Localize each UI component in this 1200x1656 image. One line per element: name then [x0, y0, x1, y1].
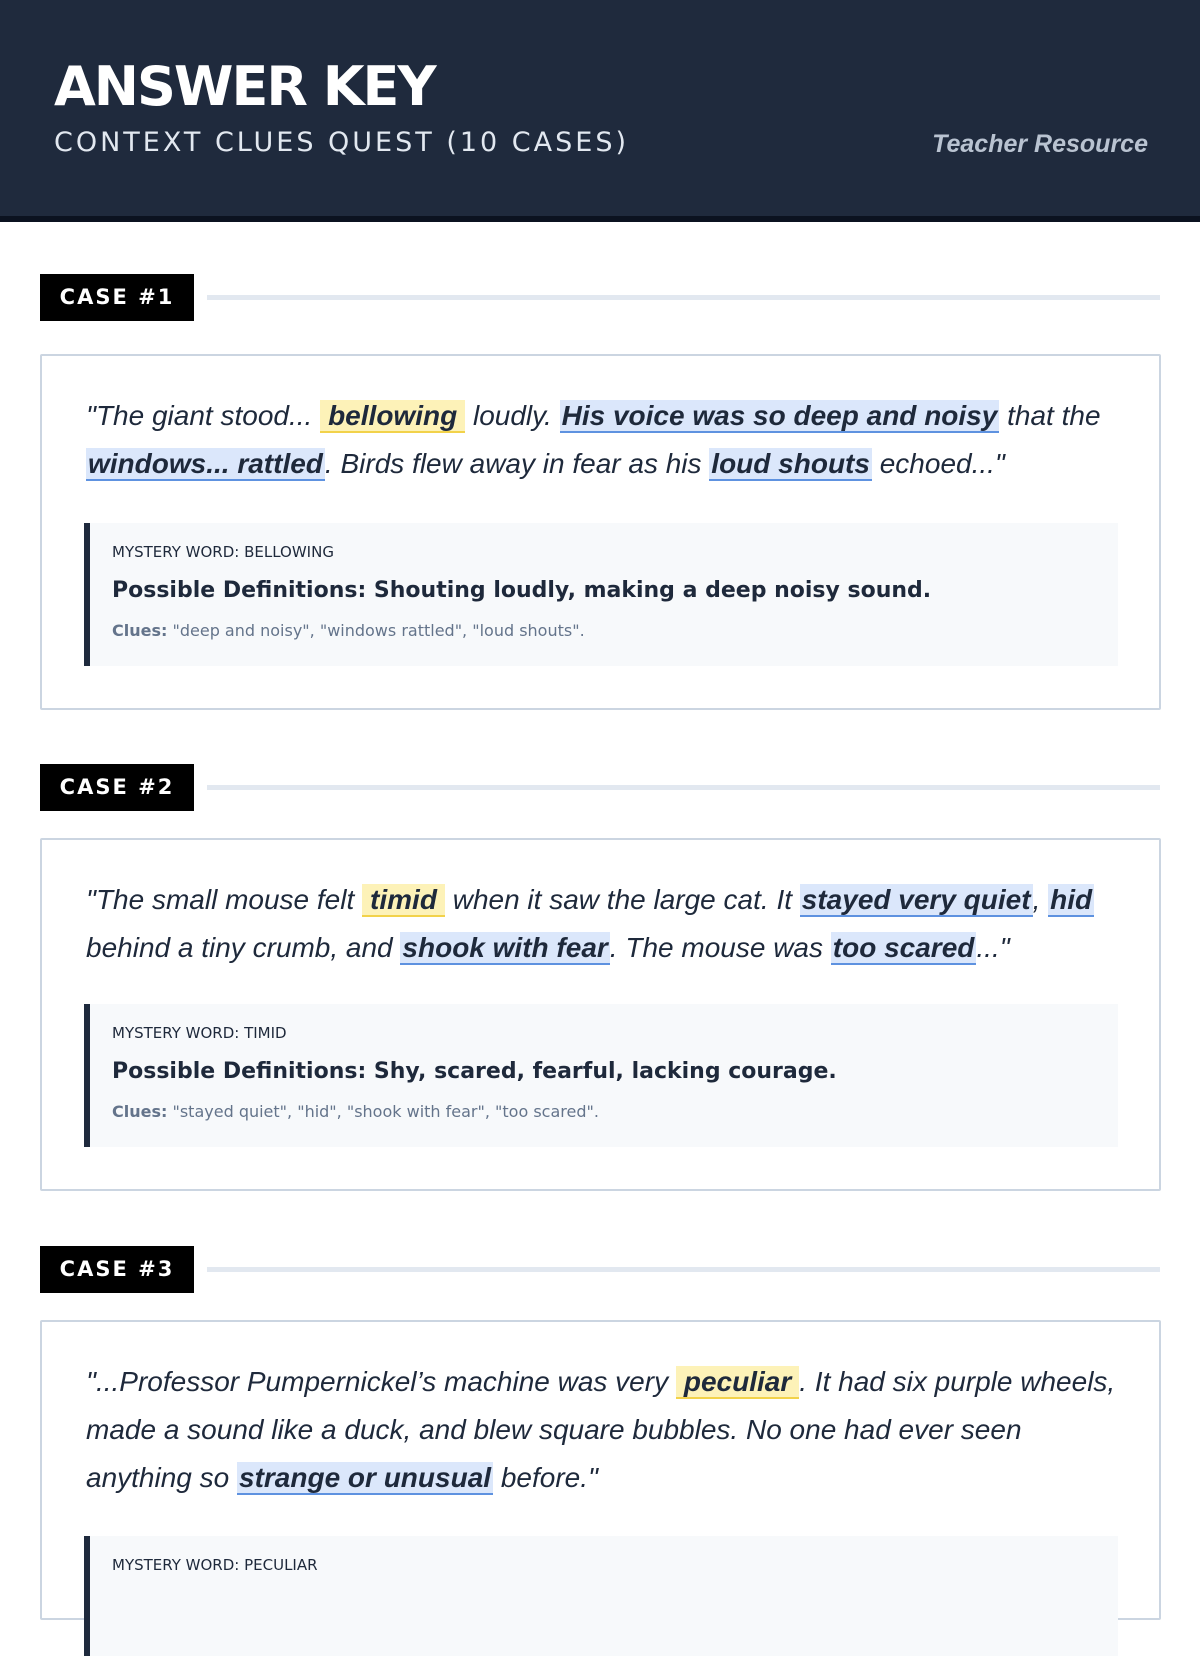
answer-box	[84, 523, 1118, 666]
teacher-resource-label: Teacher Resource	[932, 130, 1148, 158]
page-title: ANSWER KEY	[54, 55, 435, 118]
answer-box	[84, 1536, 1118, 1656]
clues-line	[112, 1102, 599, 1121]
mystery-word: MYSTERY WORD: BELLOWING	[112, 543, 334, 561]
clues-label: Clues:	[112, 621, 168, 640]
case-divider	[207, 785, 1160, 790]
passage-text: . The mouse was	[609, 932, 831, 963]
passage-text: . Birds flew away in fear as his	[324, 448, 710, 479]
clue-highlight: loud shouts	[711, 448, 870, 479]
clues-text: "stayed quiet", "hid", "shook with fear", "too scared".	[172, 1102, 599, 1121]
passage-text: when it saw the large cat. It	[444, 884, 800, 915]
clues-label: Clues:	[112, 1102, 168, 1121]
clue-highlight: stayed very quiet	[801, 884, 1031, 915]
clue-highlight: hid	[1050, 884, 1093, 915]
mystery-word: MYSTERY WORD: PECULIAR	[112, 1556, 318, 1574]
passage-text: behind a tiny crumb, and	[86, 932, 401, 963]
definition: Possible Definitions: Shouting loudly, making a deep noisy sound.	[112, 578, 932, 603]
passage-text: ..."	[976, 932, 1010, 963]
case-heading	[40, 274, 1160, 322]
passage-text: . It had six purple wheels, made a sound like a duck, and blew square bubbles. No one had ever seen anything so	[86, 1366, 1116, 1493]
clue-highlight: His voice was so deep and noisy	[561, 400, 998, 431]
definition: Possible Definitions: Shy, scared, fearful, lacking courage.	[112, 1059, 837, 1084]
case-label: CASE #2	[40, 764, 194, 811]
page-subtitle: CONTEXT CLUES QUEST (10 CASES)	[54, 127, 629, 158]
mystery-word-highlight: peculiar	[676, 1366, 799, 1399]
case-passage	[86, 876, 1126, 972]
mystery-word: MYSTERY WORD: TIMID	[112, 1024, 287, 1042]
case-label: CASE #3	[40, 1246, 194, 1293]
case-passage	[86, 1358, 1126, 1502]
answer-box	[84, 1004, 1118, 1147]
clues-text: "deep and noisy", "windows rattled", "loud shouts".	[172, 621, 585, 640]
passage-text: "...Professor Pumpernickel’s machine was very	[86, 1366, 676, 1397]
mystery-word-highlight: bellowing	[320, 400, 465, 433]
clue-highlight: strange or unusual	[239, 1462, 492, 1493]
passage-text: ,	[1032, 884, 1049, 915]
passage-text: before."	[493, 1462, 598, 1493]
page-header	[0, 0, 1200, 222]
case-divider	[207, 1267, 1160, 1272]
passage-text: "The small mouse felt	[86, 884, 363, 915]
case-heading	[40, 1246, 1160, 1294]
clues-line	[112, 621, 585, 640]
case-heading	[40, 764, 1160, 812]
clue-highlight: too scared	[832, 932, 975, 963]
case-card	[40, 1320, 1161, 1620]
clue-highlight: windows... rattled	[88, 448, 323, 479]
case-label: CASE #1	[40, 274, 194, 321]
passage-text: echoed..."	[871, 448, 1005, 479]
clue-highlight: shook with fear	[402, 932, 608, 963]
passage-text: that the	[999, 400, 1101, 431]
case-passage	[86, 392, 1126, 488]
case-card	[40, 354, 1161, 710]
case-divider	[207, 295, 1160, 300]
mystery-word-highlight: timid	[362, 884, 445, 917]
passage-text: "The giant stood...	[86, 400, 321, 431]
passage-text: loudly.	[465, 400, 560, 431]
case-card	[40, 838, 1161, 1191]
